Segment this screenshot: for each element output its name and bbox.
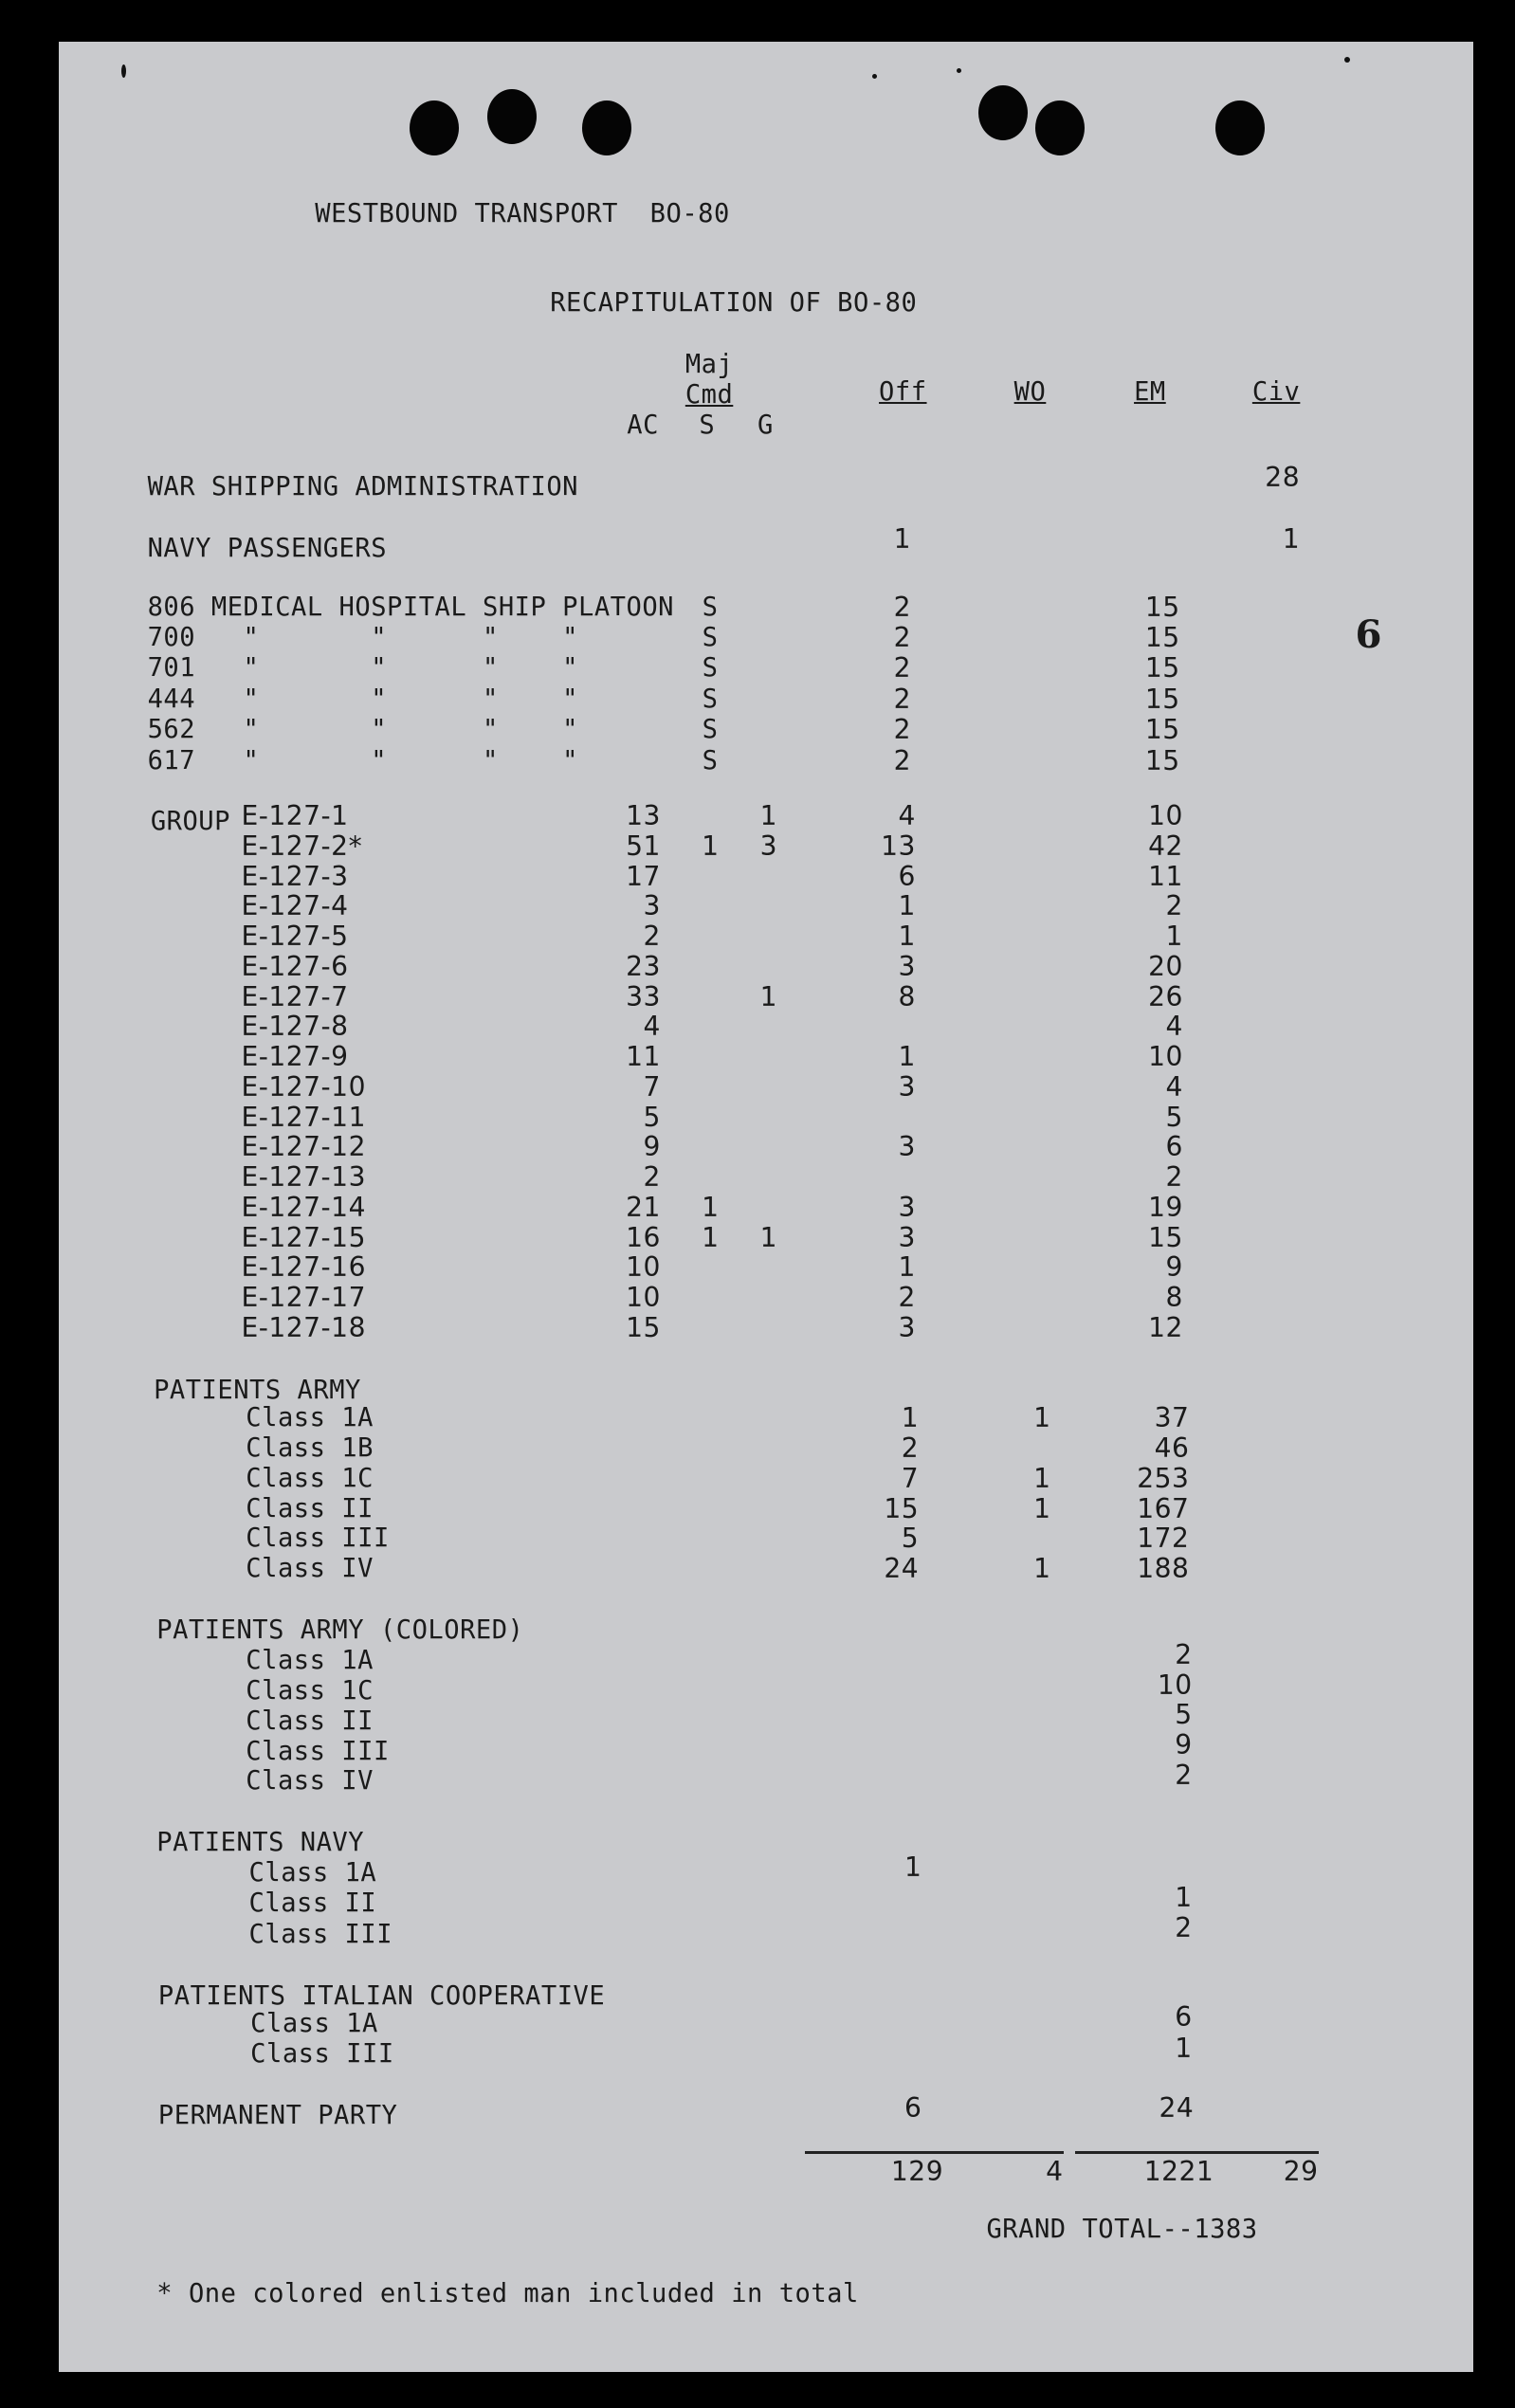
group-g: 1 (759, 1221, 778, 1253)
group-s: 1 (702, 1191, 720, 1223)
speck (957, 68, 961, 73)
patients-army-em: 167 (1137, 1492, 1190, 1524)
platoon-s: S (702, 623, 719, 652)
platoon-label: 806 MEDICAL HOSPITAL SHIP PLATOON (147, 592, 674, 622)
patients-army-off: 7 (901, 1462, 920, 1494)
platoon-em: 15 (1144, 683, 1180, 715)
speck (121, 64, 126, 78)
group-id: E-127-8 (241, 1011, 349, 1043)
col-header-g: G (757, 410, 774, 441)
platoon-off: 2 (893, 591, 912, 623)
group-g: 3 (759, 830, 778, 862)
punch-hole (487, 89, 537, 144)
platoon-em: 15 (1144, 714, 1180, 746)
speck (1344, 57, 1350, 63)
patients-army-wo: 1 (1033, 1462, 1051, 1494)
group-ac: 15 (626, 1312, 661, 1343)
group-em: 5 (1165, 1101, 1183, 1133)
group-em: 8 (1165, 1282, 1183, 1314)
class-label: Class II (248, 1888, 377, 1919)
group-em: 2 (1165, 1161, 1183, 1194)
group-em: 42 (1148, 830, 1183, 862)
group-off: 4 (898, 800, 916, 831)
col-header-cmd: Cmd (684, 379, 734, 410)
group-ac: 9 (643, 1131, 661, 1163)
patients-italian-label: PATIENTS ITALIAN COOPERATIVE (157, 1980, 606, 2011)
patients-italian-em: 6 (1175, 2001, 1193, 2034)
group-label: GROUP (150, 807, 230, 837)
total-civ: 29 (1180, 2151, 1319, 2186)
class-label: Class 1A (248, 1858, 377, 1888)
group-g: 1 (759, 800, 778, 831)
class-label: Class III (246, 1736, 390, 1766)
platoon-em: 15 (1144, 744, 1180, 776)
group-off: 6 (898, 860, 916, 892)
group-em: 11 (1148, 860, 1183, 892)
group-off: 13 (881, 830, 916, 862)
class-label: Class 1C (246, 1676, 374, 1706)
platoon-off: 2 (893, 622, 912, 653)
patients-army-wo: 1 (1033, 1492, 1051, 1524)
platoon-label: 700 " " " " (147, 623, 579, 652)
class-label: Class IV (246, 1554, 374, 1584)
patients-army-off: 5 (901, 1523, 920, 1555)
patients-army-off: 15 (884, 1492, 920, 1524)
patients-colored-em: 5 (1175, 1699, 1193, 1731)
navy-passengers-civ: 1 (1282, 523, 1301, 556)
group-ac: 13 (626, 800, 661, 831)
class-label: Class 1A (246, 1646, 374, 1676)
total-off: 129 (805, 2151, 943, 2186)
group-off: 3 (898, 950, 916, 982)
group-ac: 16 (626, 1221, 661, 1253)
group-ac: 5 (643, 1101, 661, 1133)
patients-army-em: 172 (1137, 1523, 1190, 1555)
platoon-label: 701 " " " " (147, 653, 579, 684)
group-off: 3 (898, 1312, 916, 1343)
patients-navy-em: 2 (1175, 1912, 1193, 1944)
punch-hole (582, 100, 631, 155)
group-ac: 21 (626, 1191, 661, 1223)
total-wo: 4 (925, 2151, 1064, 2186)
group-off: 3 (898, 1131, 916, 1163)
patients-italian-em: 1 (1175, 2032, 1193, 2064)
patients-navy-label: PATIENTS NAVY (156, 1827, 365, 1857)
patients-army-em: 188 (1137, 1553, 1190, 1585)
group-id: E-127-17 (241, 1282, 366, 1314)
page-number: 6 (1355, 611, 1382, 657)
col-header-civ: Civ (1251, 376, 1301, 407)
group-id: E-127-12 (241, 1131, 366, 1163)
group-s: 1 (702, 830, 720, 862)
platoon-label: 562 " " " " (147, 715, 579, 745)
platoon-off: 2 (893, 652, 912, 684)
patients-army-em: 253 (1137, 1462, 1190, 1494)
class-label: Class II (246, 1706, 374, 1736)
patients-army-em: 46 (1154, 1432, 1190, 1465)
navy-passengers-label: NAVY PASSENGERS (147, 534, 388, 563)
patients-colored-em: 2 (1175, 1638, 1193, 1670)
class-label: Class III (250, 2039, 394, 2070)
group-ac: 3 (643, 890, 661, 922)
group-off: 8 (898, 980, 916, 1012)
punch-hole (410, 100, 459, 155)
navy-passengers-off: 1 (893, 523, 912, 556)
group-em: 12 (1148, 1312, 1183, 1343)
group-off: 1 (898, 921, 916, 953)
group-off: 3 (898, 1070, 916, 1103)
group-ac: 17 (626, 860, 661, 892)
group-ac: 10 (626, 1282, 661, 1314)
class-label: Class 1B (246, 1433, 374, 1464)
group-id: E-127-9 (241, 1041, 349, 1073)
col-header-s: S (699, 410, 716, 441)
class-label: Class II (246, 1493, 374, 1523)
col-header-maj: Maj (684, 349, 734, 379)
platoon-label: 444 " " " " (147, 684, 579, 714)
class-label: Class III (248, 1919, 393, 1949)
group-em: 4 (1165, 1070, 1183, 1103)
group-ac: 33 (626, 980, 661, 1012)
class-label: Class III (246, 1523, 390, 1554)
group-id: E-127-2* (241, 830, 363, 862)
permanent-party-off: 6 (904, 2092, 922, 2124)
group-id: E-127-16 (241, 1251, 366, 1284)
platoon-off: 2 (893, 714, 912, 746)
col-header-em: EM (1134, 376, 1166, 407)
group-id: E-127-7 (241, 980, 349, 1012)
patients-army-wo: 1 (1033, 1553, 1051, 1585)
col-header-off: Off (879, 376, 927, 407)
group-id: E-127-10 (241, 1070, 366, 1103)
group-ac: 51 (626, 830, 661, 862)
platoon-em: 15 (1144, 622, 1180, 653)
group-id: E-127-18 (241, 1312, 366, 1343)
patients-navy-off: 1 (904, 1851, 922, 1883)
patients-army-off: 1 (901, 1402, 920, 1434)
group-em: 4 (1165, 1011, 1183, 1043)
platoon-s: S (702, 745, 719, 775)
platoon-s: S (702, 653, 719, 684)
group-id: E-127-1 (241, 800, 349, 831)
group-em: 26 (1148, 980, 1183, 1012)
war-shipping-civ: 28 (1265, 462, 1301, 494)
punch-hole (1215, 100, 1265, 155)
permanent-party-label: PERMANENT PARTY (157, 2101, 398, 2131)
platoon-label: 617 " " " " (147, 745, 579, 775)
document-subtitle: RECAPITULATION OF BO-80 (550, 287, 918, 318)
group-ac: 2 (643, 921, 661, 953)
platoon-s: S (702, 684, 719, 714)
patients-colored-em: 10 (1157, 1669, 1193, 1701)
group-id: E-127-13 (241, 1161, 366, 1194)
group-id: E-127-14 (241, 1191, 366, 1223)
platoon-s: S (702, 592, 719, 622)
group-off: 3 (898, 1191, 916, 1223)
class-label: Class 1A (246, 1403, 374, 1433)
group-em: 9 (1165, 1251, 1183, 1284)
group-ac: 2 (643, 1161, 661, 1194)
group-g: 1 (759, 980, 778, 1012)
patients-army-off: 24 (884, 1553, 920, 1585)
document-title: WESTBOUND TRANSPORT BO-80 (315, 198, 730, 228)
col-header-wo: WO (1013, 376, 1047, 407)
document-page (59, 42, 1473, 2372)
class-label: Class 1A (250, 2008, 378, 2038)
col-header-ac: AC (627, 410, 659, 441)
group-ac: 11 (626, 1041, 661, 1073)
group-ac: 4 (643, 1011, 661, 1043)
patients-colored-em: 9 (1175, 1729, 1193, 1761)
permanent-party-em: 24 (1159, 2092, 1195, 2124)
group-s: 1 (702, 1221, 720, 1253)
group-em: 15 (1148, 1221, 1183, 1253)
platoon-off: 2 (893, 744, 912, 776)
group-ac: 10 (626, 1251, 661, 1284)
patients-colored-em: 2 (1175, 1759, 1193, 1791)
group-id: E-127-4 (241, 890, 349, 922)
platoon-em: 15 (1144, 591, 1180, 623)
platoon-em: 15 (1144, 652, 1180, 684)
patients-army-colored-label: PATIENTS ARMY (COLORED) (156, 1614, 524, 1645)
group-id: E-127-6 (241, 950, 349, 982)
group-off: 1 (898, 1251, 916, 1284)
group-ac: 7 (643, 1070, 661, 1103)
patients-army-off: 2 (901, 1432, 920, 1465)
patients-army-wo: 1 (1033, 1402, 1051, 1434)
footnote: * One colored enlisted man included in total (156, 2279, 859, 2309)
grand-total: GRAND TOTAL--1383 (986, 2215, 1258, 2245)
group-id: E-127-15 (241, 1221, 366, 1253)
group-em: 1 (1165, 921, 1183, 953)
group-off: 1 (898, 890, 916, 922)
patients-army-label: PATIENTS ARMY (154, 1376, 361, 1406)
war-shipping-label: WAR SHIPPING ADMINISTRATION (147, 472, 579, 502)
group-id: E-127-5 (241, 921, 349, 953)
speck (872, 74, 877, 79)
group-id: E-127-11 (241, 1101, 366, 1133)
platoon-s: S (702, 715, 719, 745)
class-label: Class 1C (246, 1463, 374, 1493)
class-label: Class IV (246, 1766, 374, 1797)
group-off: 1 (898, 1041, 916, 1073)
total-em: 1221 (1075, 2151, 1214, 2186)
patients-navy-em: 1 (1175, 1881, 1193, 1913)
punch-hole (978, 85, 1028, 140)
group-em: 10 (1148, 800, 1183, 831)
group-id: E-127-3 (241, 860, 349, 892)
group-em: 2 (1165, 890, 1183, 922)
group-off: 2 (898, 1282, 916, 1314)
group-em: 6 (1165, 1131, 1183, 1163)
group-ac: 23 (626, 950, 661, 982)
group-em: 10 (1148, 1041, 1183, 1073)
group-em: 19 (1148, 1191, 1183, 1223)
platoon-off: 2 (893, 683, 912, 715)
group-off: 3 (898, 1221, 916, 1253)
punch-hole (1035, 100, 1085, 155)
patients-army-em: 37 (1154, 1402, 1190, 1434)
group-em: 20 (1148, 950, 1183, 982)
